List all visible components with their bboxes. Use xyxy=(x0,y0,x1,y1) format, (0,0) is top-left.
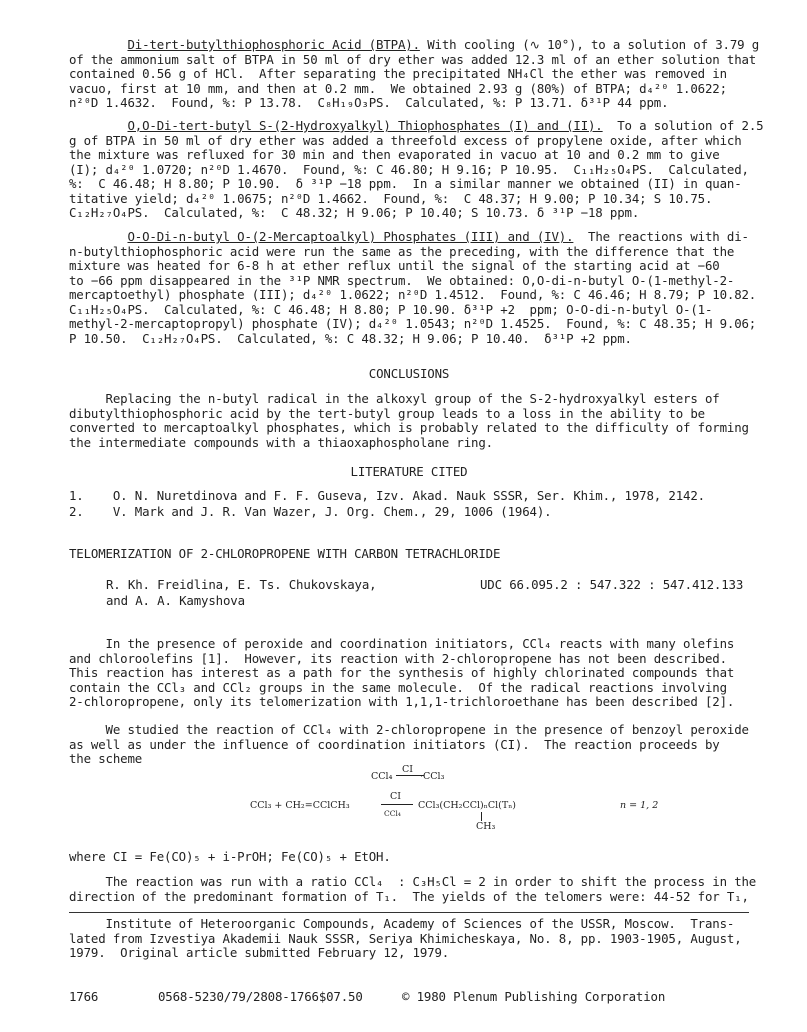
scheme-reactants: CCl₃ + CH₂=CClCH₃ xyxy=(250,800,350,811)
mercapto-line-6: methyl-2-mercaptopropyl) phosphate (IV); d₄²⁰ 1.0543; n²⁰D 1.4525. Found, %: C 48.35; H 9.06; xyxy=(69,316,757,331)
mercapto-line-7: P 10.50. C₁₂H₂₇O₄PS. Calculated, %: C 48.32; H 9.06; P 10.40. δ³¹P +2 ppm. xyxy=(69,330,632,346)
journal-code: 0568-5230/79/2808-1766$07.50 xyxy=(158,989,363,1004)
reaction-scheme xyxy=(250,764,730,842)
mercapto-section xyxy=(69,229,757,346)
hydroxyalkyl-line-6: C₁₂H₂₇O₄PS. Calculated, %: C 48.32; H 9.06; P 10.40; S 10.73. δ ³¹P −18 ppm. xyxy=(69,205,640,220)
conclusions-text: Replacing the n-butyl radical in the alkoxyl group of the S-2-hydroxyalkyl esters of dibutylthiophosphoric acid by the tert-butyl group leads to a loss in the ability to be converted to mercaptoalkyl phosphates, which is probably related to the difficulty of forming the intermediate compounds with a thiaoxaphospholane ring. xyxy=(69,391,749,450)
hydroxyalkyl-line-1: g of BTPA in 50 ml of dry ether was added a threefold excess of propylene oxide, after which xyxy=(69,132,742,148)
page-number: 1766 xyxy=(69,989,99,1004)
article-para-1: In the presence of peroxide and coordination initiators, CCl₄ reacts with many olefins and chloroolefins [1]. However, its reaction with 2-chloropropene has not been described. This reaction has interest as a path for the synthesis of highly chlorinated compounds that contain the CCl₃ and CCl₂ groups in the same molecule. Of the radical reactions involving 2-chloropropene, only its telomerization with 1,1,1-trichloroethane has been described [2]. xyxy=(69,636,735,709)
hydroxyalkyl-line-4: %: C 46.48; H 8.80; P 10.90. δ ³¹P −18 ppm. In a similar manner we obtained (II) in quan- xyxy=(69,176,742,191)
scheme-top-arrow-label: CI xyxy=(402,764,414,775)
btpa-section xyxy=(69,37,760,111)
authors-line-1: R. Kh. Freidlina, E. Ts. Chukovskaya, xyxy=(106,577,377,592)
scheme-arrow-label-top: CI xyxy=(390,791,402,802)
mercapto-line-2: mixture was heated for 6-8 h at ether reflux until the signal of the starting acid at −60 xyxy=(69,258,720,273)
article-para-2: We studied the reaction of CCl₄ with 2-chloropropene in the presence of benzoyl peroxide as well as under the influence of coordination initiators (CI). The reaction proceeds by the scheme xyxy=(69,722,749,766)
scheme-substituent: CH₃ xyxy=(476,821,496,832)
hydroxyalkyl-line-3: (I); d₄²⁰ 1.0720; n²⁰D 1.4670. Found, %: C 46.80; H 9.16; P 10.95. C₁₁H₂₅O₄PS. Calculated, xyxy=(69,161,749,177)
btpa-line-2: of the ammonium salt of BTPA in 50 ml of dry ether was added 12.3 ml of an ether solution that xyxy=(69,51,757,67)
scheme-product: CCl₃(CH₂CCl)ₙCl(Tₙ) xyxy=(418,800,517,811)
hydroxyalkyl-heading: O,O-Di-tert-butyl S-(2-Hydroxyalkyl) Thiophosphates (I) and (II). xyxy=(127,118,603,133)
mercapto-line-4: mercaptoethyl) phosphate (III); d₄²⁰ 1.0622; n²⁰D 1.4512. Found, %: C 46.46; H 8.79; P 10.82. xyxy=(69,287,757,302)
udc-code: UDC 66.095.2 : 547.322 : 547.412.133 xyxy=(480,577,744,592)
btpa-heading: Di-tert-butylthiophosphoric Acid (BTPA). xyxy=(127,37,420,52)
literature-heading: LITERATURE CITED xyxy=(350,464,468,479)
mercapto-line-3: to −66 ppm disappeared in the ³¹P NMR spectrum. We obtained: O,O-di-n-butyl O-(1-methyl-2- xyxy=(69,272,735,288)
reference-2: 2. V. Mark and J. R. Van Wazer, J. Org. Chem., 29, 1006 (1964). xyxy=(69,504,552,519)
hydroxyalkyl-line-5: titative yield; d₄²⁰ 1.0675; n²⁰D 1.4662. Found, %: C 48.37; H 9.00; P 10.34; S 10.75. xyxy=(69,190,713,206)
reference-1: 1. O. N. Nuretdinova and F. F. Guseva, Izv. Akad. Nauk SSSR, Ser. Khim., 1978, 2142. xyxy=(69,488,705,503)
scheme-top-left: CCl₄ xyxy=(371,771,393,782)
conclusions-heading: CONCLUSIONS xyxy=(368,366,450,381)
mercapto-line-0: The reactions with di- xyxy=(573,229,749,244)
footnote: Institute of Heteroorganic Compounds, Academy of Sciences of the USSR, Moscow. Trans- lated from Izvestiya Akademii Nauk SSSR, Seriya Khimicheskaya, No. 8, pp. 1903-1905, August, 1979. Original article submitted February 12, 1979. xyxy=(69,916,742,960)
article-title: TELOMERIZATION OF 2-CHLOROPROPENE WITH CARBON TETRACHLORIDE xyxy=(69,546,501,561)
hydroxyalkyl-line-0: To a solution of 2.5 xyxy=(602,118,764,133)
mercapto-line-1: n-butylthiophosphoric acid were run the same as the preceding, with the difference that the xyxy=(69,243,735,259)
article-para-3: The reaction was run with a ratio CCl₄ : C₃H₅Cl = 2 in order to shift the process in the direction of the predominant formation of T₁. The yields of the telomers were: 44-52 for T₁, xyxy=(69,874,757,904)
mercapto-heading: O-O-Di-n-butyl O-(2-Mercaptoalkyl) Phosphates (III) and (IV). xyxy=(127,229,574,244)
mercapto-line-5: C₁₁H₂₅O₄PS. Calculated, %: C 46.48; H 8.80; P 10.90. δ³¹P +2 ppm; O-O-di-n-butyl O-(1- xyxy=(69,301,713,317)
btpa-line-3: contained 0.56 g of HCl. After separating the precipitated NH₄Cl the ether was removed in xyxy=(69,66,727,81)
btpa-line-5: n²⁰D 1.4632. Found, %: P 13.78. C₈H₁₉O₃PS. Calculated, %: P 13.71. δ³¹P 44 ppm. xyxy=(69,95,669,110)
footnote-rule xyxy=(69,912,749,913)
btpa-line-0 xyxy=(69,37,127,52)
btpa-line-4: vacuo, first at 10 mm, and then at 0.2 mm. We obtained 2.93 g (80%) of BTPA; d₄²⁰ 1.0622; xyxy=(69,80,727,96)
scheme-main-arrow xyxy=(381,804,413,805)
btpa-line-1: With cooling (∿ 10°), to a solution of 3.79 g xyxy=(419,37,760,52)
scheme-arrow-label-bottom: CCl₄ xyxy=(384,809,401,818)
authors-line-2: and A. A. Kamyshova xyxy=(106,593,245,608)
where-line: where CI = Fe(CO)₅ + i-PrOH; Fe(CO)₅ + EtOH. xyxy=(69,849,391,864)
copyright: © 1980 Plenum Publishing Corporation xyxy=(402,989,666,1004)
hydroxyalkyl-line-2: the mixture was refluxed for 30 min and then evaporated in vacuo at 10 and 0.2 mm to give xyxy=(69,147,720,162)
hydroxyalkyl-section xyxy=(69,118,764,221)
scheme-n-note: n = 1, 2 xyxy=(620,800,659,811)
scheme-top-right: ·CCl₃ xyxy=(420,771,445,782)
